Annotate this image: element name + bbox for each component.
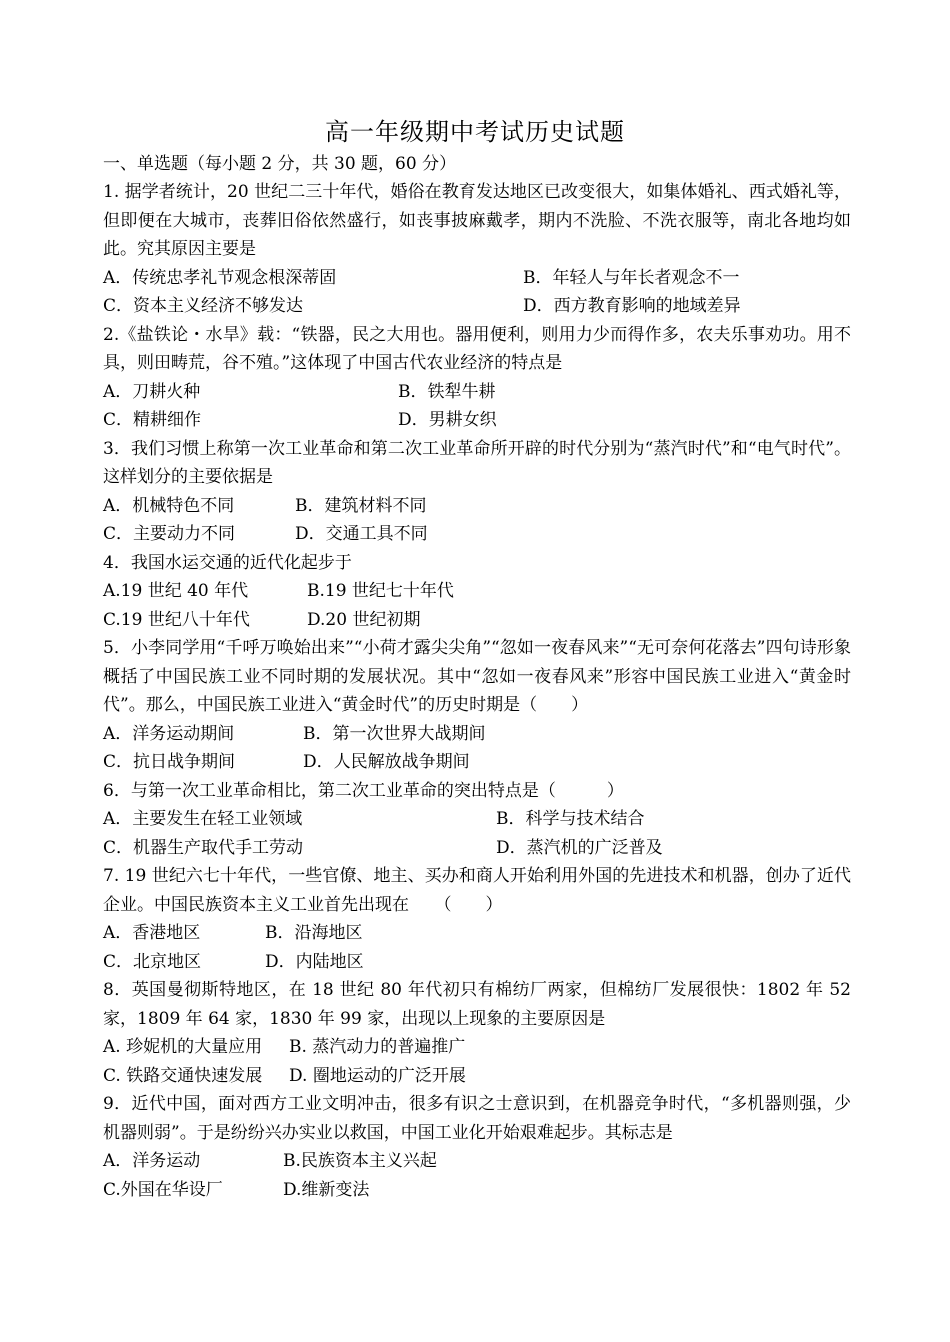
question-stem: 7. 19 世纪六七十年代，一些官僚、地主、买办和商人开始利用外国的先进技术和机器，创办了近代企业。中国民族资本主义工业首先出现在 （ ） bbox=[103, 866, 851, 915]
option-row bbox=[103, 492, 851, 521]
option-c: C．北京地区 bbox=[103, 951, 202, 972]
option-row bbox=[103, 1033, 851, 1062]
option-row bbox=[103, 1176, 851, 1205]
option-a: A.19 世纪 40 年代 bbox=[103, 581, 249, 601]
option-c: C．机器生产取代手工劳动 bbox=[103, 837, 304, 858]
option-d: D．蒸汽机的广泛普及 bbox=[496, 837, 663, 858]
option-d: D.维新变法 bbox=[283, 1179, 370, 1200]
option-row bbox=[103, 406, 851, 435]
page-title: 高一年级期中考试历史试题 bbox=[325, 118, 625, 146]
option-row bbox=[103, 919, 851, 948]
question-stem: 3．我们习惯上称第一次工业革命和第二次工业革命所开辟的时代分别为“蒸汽时代”和“电气时代”。这样划分的主要依据是 bbox=[103, 438, 851, 487]
option-row bbox=[103, 292, 851, 321]
option-a: A．主要发生在轻工业领域 bbox=[103, 809, 303, 829]
option-b: B．建筑材料不同 bbox=[295, 495, 427, 516]
question-stem: 5．小李同学用“千呼万唤始出来”“小荷才露尖尖角”“忽如一夜春风来”“无可奈何花落去”四句诗形象概括了中国民族工业不同时期的发展状况。其中“忽如一夜春风来”形容中国民族工业进入“黄金时代”。那么，中国民族工业进入“黄金时代”的历史时期是（ ） bbox=[103, 638, 851, 715]
option-a: A．刀耕火种 bbox=[103, 381, 201, 402]
option-c: C．精耕细作 bbox=[103, 410, 202, 430]
option-c: C．抗日战争期间 bbox=[103, 752, 236, 772]
option-row bbox=[103, 1147, 851, 1176]
option-d: D．男耕女织 bbox=[398, 410, 497, 430]
question-stem: 1. 据学者统计，20 世纪二三十年代，婚俗在教育发达地区已改变很大，如集体婚礼、西式婚礼等，但即便在大城市，丧葬旧俗依然盛行，如丧事披麻戴孝，期内不洗脸、不洗衣服等，南北各地均如此。究其原因主要是 bbox=[103, 182, 851, 259]
option-b: B. 蒸汽动力的普遍推广 bbox=[289, 1037, 466, 1057]
option-c: C. 铁路交通快速发展 bbox=[103, 1065, 263, 1086]
option-c: C.19 世纪八十年代 bbox=[103, 609, 250, 630]
option-a: A. 珍妮机的大量应用 bbox=[103, 1037, 263, 1057]
option-c: C．资本主义经济不够发达 bbox=[103, 296, 304, 316]
option-b: B．沿海地区 bbox=[265, 923, 363, 943]
option-b: B．铁犁牛耕 bbox=[398, 381, 496, 402]
option-row bbox=[103, 1062, 851, 1091]
option-a: A．洋务运动期间 bbox=[103, 723, 235, 744]
option-row bbox=[103, 805, 851, 834]
option-b: B．科学与技术结合 bbox=[496, 809, 645, 829]
option-d: D. 圈地运动的广泛开展 bbox=[289, 1065, 466, 1086]
question-stem: 9．近代中国，面对西方工业文明冲击，很多有识之士意识到，在机器竞争时代，“多机器则强，少机器则弱”。于是纷纷兴办实业以救国，中国工业化开始艰难起步。其标志是 bbox=[103, 1094, 851, 1143]
option-row bbox=[103, 264, 851, 293]
option-c: C．主要动力不同 bbox=[103, 524, 236, 544]
option-row bbox=[103, 748, 851, 777]
question-stem: 8．英国曼彻斯特地区，在 18 世纪 80 年代初只有棉纺厂两家，但棉纺厂发展很快：1802 年 52 家，1809 年 64 家，1830 年 99 家，出现以上现象的主要原因是 bbox=[103, 980, 851, 1029]
option-d: D．西方教育影响的地域差异 bbox=[523, 296, 741, 316]
option-a: A．香港地区 bbox=[103, 923, 201, 943]
option-d: D.20 世纪初期 bbox=[307, 609, 421, 630]
option-row bbox=[103, 606, 851, 635]
option-row bbox=[103, 577, 851, 606]
option-a: A．洋务运动 bbox=[103, 1151, 201, 1171]
option-row bbox=[103, 834, 851, 863]
option-a: A．机械特色不同 bbox=[103, 495, 235, 516]
option-d: D．内陆地区 bbox=[265, 951, 364, 972]
option-d: D．人民解放战争期间 bbox=[303, 752, 470, 772]
question-stem: 6．与第一次工业革命相比，第二次工业革命的突出特点是（ ） bbox=[103, 780, 624, 801]
option-b: B.民族资本主义兴起 bbox=[283, 1151, 437, 1171]
option-b: B．第一次世界大战期间 bbox=[303, 723, 486, 744]
option-row bbox=[103, 520, 851, 549]
section-heading: 一、单选题（每小题 2 分，共 30 题，60 分） bbox=[103, 154, 457, 174]
question-stem: 2.《盐铁论・水旱》载：“铁器，民之大用也。器用便利，则用力少而得作多，农夫乐事劝功。用不具，则田畴荒，谷不殖。”这体现了中国古代农业经济的特点是 bbox=[103, 324, 851, 373]
option-a: A．传统忠孝礼节观念根深蒂固 bbox=[103, 267, 337, 288]
question-list bbox=[103, 178, 851, 1204]
question-stem: 4．我国水运交通的近代化起步于 bbox=[103, 552, 352, 573]
option-c: C.外国在华设厂 bbox=[103, 1179, 223, 1200]
option-row bbox=[103, 720, 851, 749]
option-row bbox=[103, 948, 851, 977]
option-b: B．年轻人与年长者观念不一 bbox=[523, 267, 740, 288]
option-b: B.19 世纪七十年代 bbox=[307, 581, 454, 601]
option-row bbox=[103, 378, 851, 407]
option-d: D．交通工具不同 bbox=[295, 524, 428, 544]
